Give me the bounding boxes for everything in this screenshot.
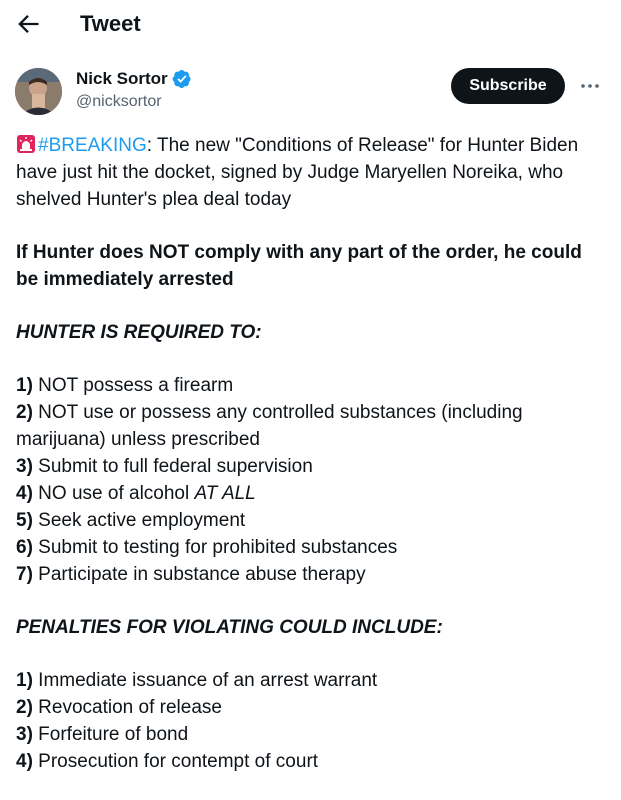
more-options-icon[interactable]: [578, 74, 602, 98]
list-item-text: Submit to testing for prohibited substances: [32, 537, 398, 558]
list-item: [16, 372, 606, 399]
list-item-text: Forfeiture of bond: [32, 724, 189, 745]
list-item: [16, 694, 606, 721]
required-list: [16, 372, 606, 588]
list-item: [16, 507, 606, 534]
penalties-list: [16, 667, 606, 775]
required-heading: HUNTER IS REQUIRED TO:: [16, 322, 262, 343]
list-item-text: NO use of alcohol: [32, 483, 195, 504]
warning-text: If Hunter does NOT comply with any part of the order, he could be immediately arrested: [16, 242, 582, 290]
list-item-number: 2): [16, 402, 33, 423]
subscribe-button[interactable]: Subscribe: [451, 68, 565, 104]
list-item: [16, 667, 606, 694]
list-item-text: Submit to full federal supervision: [32, 456, 313, 477]
hashtag-link[interactable]: #BREAKING: [38, 135, 147, 156]
list-item-text: Seek active employment: [32, 510, 246, 531]
siren-emoji-icon: [16, 134, 36, 154]
list-item-text: NOT possess a firearm: [32, 375, 234, 396]
list-item: [16, 561, 606, 588]
tweet-intro: [16, 132, 606, 213]
penalties-heading: PENALTIES FOR VIOLATING COULD INCLUDE:: [16, 617, 443, 638]
list-item-text: Participate in substance abuse therapy: [32, 564, 366, 585]
list-item-text: Prosecution for contempt of court: [32, 751, 319, 772]
list-item-emphasis: AT ALL: [194, 483, 256, 504]
list-item-number: 6): [16, 537, 33, 558]
list-item-number: 4): [16, 483, 33, 504]
intro-text: : The new "Conditions of Release" for Hunter Biden have just hit the docket, signed by Judge Maryellen Noreika, who shelved Hunter's plea deal today: [16, 135, 579, 210]
list-item-number: 7): [16, 564, 33, 585]
avatar[interactable]: [15, 68, 62, 115]
list-item: [16, 399, 606, 453]
list-item: [16, 721, 606, 748]
list-item-number: 2): [16, 697, 33, 718]
author-name[interactable]: Nick Sortor: [76, 69, 168, 88]
list-item-text: Immediate issuance of an arrest warrant: [32, 670, 378, 691]
list-item: [16, 453, 606, 480]
list-item: [16, 534, 606, 561]
avatar-image: [15, 68, 62, 115]
author-name-row[interactable]: [76, 69, 192, 89]
tweet-body: [16, 132, 606, 775]
list-item: [16, 748, 606, 775]
verified-badge-icon: [172, 69, 192, 89]
list-item-number: 3): [16, 456, 33, 477]
list-item-text: NOT use or possess any controlled substances (including marijuana) unless prescribed: [16, 402, 523, 450]
list-item-number: 4): [16, 751, 33, 772]
list-item-text: Revocation of release: [32, 697, 222, 718]
list-item-number: 5): [16, 510, 33, 531]
back-arrow-icon[interactable]: [14, 10, 42, 38]
author-handle[interactable]: @nicksortor: [76, 93, 162, 110]
list-item-number: 3): [16, 724, 33, 745]
page-title: Tweet: [80, 11, 141, 36]
list-item: [16, 480, 606, 507]
list-item-number: 1): [16, 375, 33, 396]
list-item-number: 1): [16, 670, 33, 691]
top-bar: [0, 0, 621, 50]
